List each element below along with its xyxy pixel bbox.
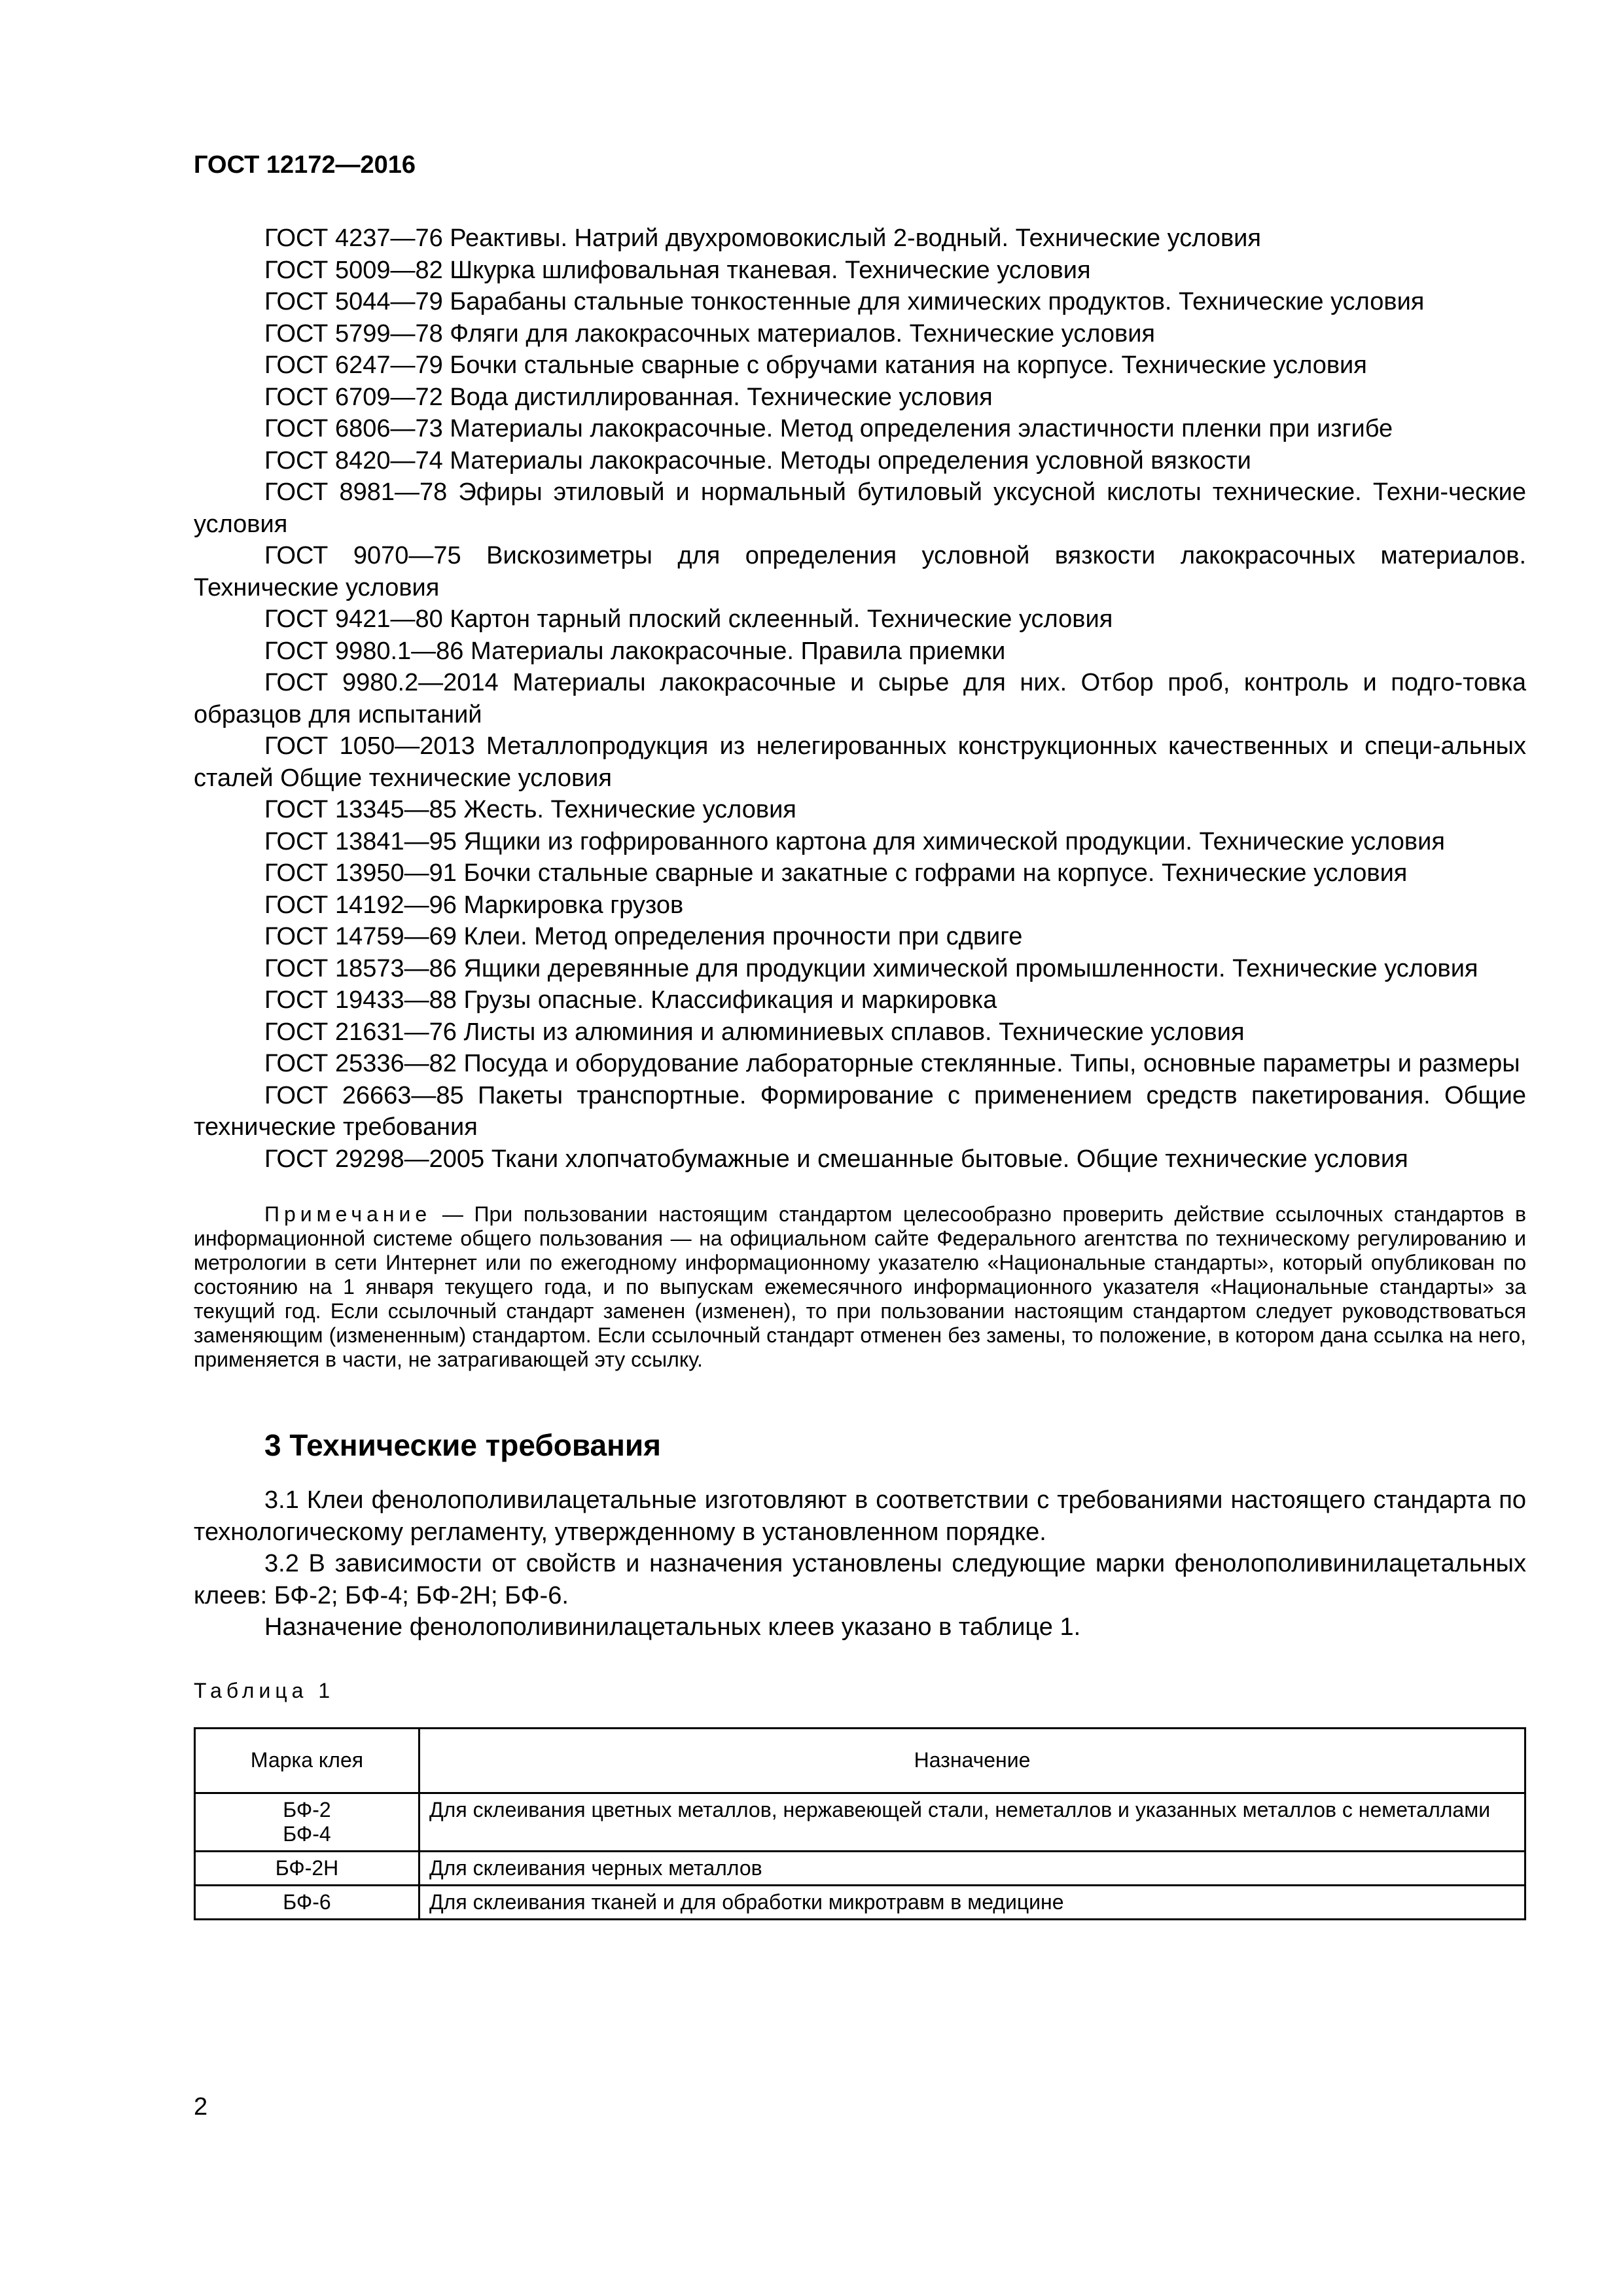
reference-item: ГОСТ 14759—69 Клеи. Метод определения прочности при сдвиге	[264, 923, 1023, 950]
reference-item: ГОСТ 9980.2—2014 Материалы лакокрасочные и сырье для них. Отбор проб, контроль и подго-товка образцов для испытаний	[194, 669, 1526, 728]
table-caption: Таблица 1	[194, 1678, 335, 1702]
reference-item: ГОСТ 6806—73 Материалы лакокрасочные. Метод определения эластичности пленки при изгибе	[264, 415, 1393, 442]
document-header-code: ГОСТ 12172—2016	[194, 151, 416, 179]
normative-references-list	[194, 223, 1526, 1175]
note-paragraph	[194, 1202, 1526, 1372]
cell-purpose: Для склеивания цветных металлов, нержавеющей стали, неметаллов и указанных металлов с неметаллами	[419, 1793, 1525, 1851]
reference-item: ГОСТ 5009—82 Шкурка шлифовальная тканевая. Технические условия	[264, 256, 1091, 284]
reference-item: ГОСТ 8981—78 Эфиры этиловый и нормальный бутиловый уксусной кислоты технические. Техни-ческие условия	[194, 478, 1526, 538]
reference-item: ГОСТ 21631—76 Листы из алюминия и алюминиевых сплавов. Технические условия	[264, 1018, 1245, 1046]
reference-item: ГОСТ 25336—82 Посуда и оборудование лабораторные стеклянные. Типы, основные параметры и размеры	[264, 1050, 1520, 1077]
clause-paragraph: 3.2 В зависимости от свойств и назначения установлены следующие марки фенолополивинилацетальных клеев: БФ-2; БФ-4; БФ-2Н; БФ-6.	[194, 1550, 1526, 1609]
clause-paragraph: 3.1 Клеи фенолополивилацетальные изготовляют в соответствии с требованиями настоящего стандарта по технологическому регламенту, утвержденному в установленном порядке.	[194, 1486, 1526, 1546]
reference-item: ГОСТ 9070—75 Вискозиметры для определения условной вязкости лакокрасочных материалов. Технические условия	[194, 542, 1526, 601]
reference-item: ГОСТ 9980.1—86 Материалы лакокрасочные. Правила приемки	[264, 637, 1006, 665]
reference-item: ГОСТ 8420—74 Материалы лакокрасочные. Методы определения условной вязкости	[264, 446, 1251, 475]
table-row	[195, 1885, 1525, 1919]
reference-item: ГОСТ 13345—85 Жесть. Технические условия	[264, 796, 796, 823]
table-row	[195, 1793, 1525, 1851]
mark-value: БФ-2	[283, 1797, 331, 1821]
mark-value: БФ-2Н	[275, 1856, 339, 1880]
table-header-row	[195, 1728, 1525, 1793]
reference-item: ГОСТ 14192—96 Маркировка грузов	[264, 891, 684, 919]
reference-item: ГОСТ 18573—86 Ящики деревянные для продукции химической промышленности. Технические условия	[264, 954, 1478, 982]
reference-item: ГОСТ 4237—76 Реактивы. Натрий двухромовокислый 2-водный. Технические условия	[264, 224, 1261, 252]
reference-item: ГОСТ 13841—95 Ящики из гофрированного картона для химической продукции. Технические условия	[264, 827, 1445, 855]
table-row	[195, 1851, 1525, 1885]
mark-value: БФ-4	[283, 1821, 331, 1846]
cell-mark	[195, 1885, 419, 1919]
reference-item: ГОСТ 19433—88 Грузы опасные. Классификация и маркировка	[264, 986, 997, 1014]
column-header-purpose: Назначение	[419, 1728, 1525, 1793]
clause-paragraph: Назначение фенолополивинилацетальных клеев указано в таблице 1.	[264, 1613, 1081, 1641]
section-heading: 3 Технические требования	[264, 1428, 661, 1462]
page-number: 2	[194, 2093, 208, 2121]
reference-item: ГОСТ 9421—80 Картон тарный плоский склеенный. Технические условия	[264, 605, 1113, 633]
note-text: — При пользовании настоящим стандартом целесообразно проверить действие ссылочных стандартов в информационной системе общего пользования — на официальном сайте Федерального агентства по техническому регулированию и метрологии в сети Интернет или по ежегодному информационному указателю «Национальные стандарты», который опубликован по состоянию на 1 января текущего года, и по выпускам ежемесячного информационного указателя «Национальные стандарты» за текущий год. Если ссылочный стандарт заменен (изменен), то при пользовании настоящим стандартом следует руководствоваться заменяющим (измененным) стандартом. Если ссылочный стандарт отменен без замены, то положение, в котором дана ссылка на него, применяется в части, не затрагивающей эту ссылку.	[194, 1202, 1527, 1371]
reference-item: ГОСТ 13950—91 Бочки стальные сварные и закатные с гофрами на корпусе. Технические условия	[264, 859, 1408, 887]
reference-item: ГОСТ 6247—79 Бочки стальные сварные с обручами катания на корпусе. Технические условия	[264, 351, 1367, 379]
reference-item: ГОСТ 1050—2013 Металлопродукция из нелегированных конструкционных качественных и специ-альных сталей Общие технические условия	[194, 732, 1526, 792]
note-label: Примечание	[264, 1202, 432, 1226]
cell-purpose: Для склеивания черных металлов	[419, 1851, 1525, 1885]
cell-purpose: Для склеивания тканей и для обработки микротравм в медицине	[419, 1885, 1525, 1919]
column-header-mark: Марка клея	[195, 1728, 419, 1793]
reference-item: ГОСТ 5799—78 Фляги для лакокрасочных материалов. Технические условия	[264, 319, 1156, 348]
reference-item: ГОСТ 29298—2005 Ткани хлопчатобумажные и смешанные бытовые. Общие технические условия	[264, 1145, 1408, 1173]
mark-value: БФ-6	[283, 1890, 331, 1914]
reference-item: ГОСТ 6709—72 Вода дистиллированная. Технические условия	[264, 383, 993, 411]
cell-mark	[195, 1793, 419, 1851]
page-content	[194, 223, 1526, 1920]
reference-item: ГОСТ 26663—85 Пакеты транспортные. Формирование с применением средств пакетирования. Общие технические требования	[194, 1081, 1526, 1141]
section-body	[194, 1484, 1526, 1643]
adhesive-grades-table	[194, 1727, 1526, 1920]
reference-item: ГОСТ 5044—79 Барабаны стальные тонкостенные для химических продуктов. Технические условия	[264, 288, 1425, 315]
cell-mark	[195, 1851, 419, 1885]
